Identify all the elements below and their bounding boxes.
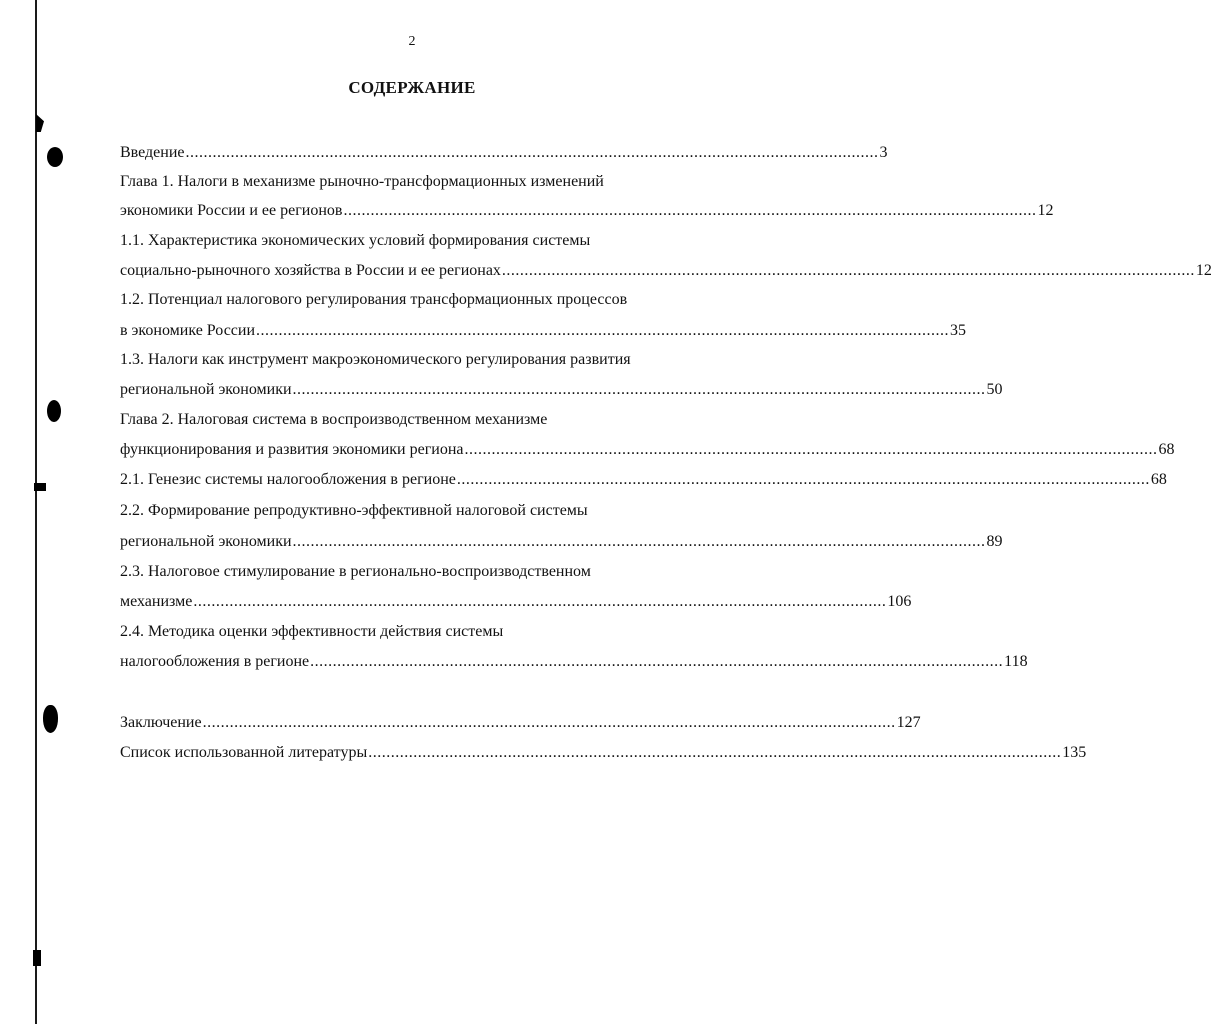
toc-entry-section-1-3-cont[interactable] — [120, 378, 1003, 402]
toc-entry-label: Список использованной литературы — [120, 744, 368, 761]
toc-entry-section-1-1[interactable]: 1.1. Характеристика экономических условий формирования системы — [120, 232, 591, 249]
dot-leader: .......................................................................................................................................................... — [256, 322, 950, 339]
dot-leader: .......................................................................................................................................................... — [202, 714, 896, 731]
dot-leader: .......................................................................................................................................................... — [456, 471, 1150, 488]
dot-leader: .......................................................................................................................................................... — [292, 533, 986, 550]
binding-margin-line — [35, 0, 37, 1024]
dot-leader: .......................................................................................................................................................... — [185, 144, 879, 161]
toc-entry-label: налогообложения в регионе — [120, 653, 310, 670]
toc-entry-label: социально-рыночного хозяйства в России и ее регионах — [120, 262, 501, 279]
toc-page-number: 135 — [1062, 744, 1087, 761]
toc-entry-label: 2.1. Генезис системы налогообложения в регионе — [120, 471, 456, 488]
toc-entry-section-1-2[interactable]: 1.2. Потенциал налогового регулирования трансформационных процессов — [120, 291, 628, 308]
dot-leader: .......................................................................................................................................................... — [310, 653, 1004, 670]
toc-entry-section-1-3[interactable]: 1.3. Налоги как инструмент макроэкономического регулирования развития — [120, 351, 631, 368]
toc-entry-chapter-1[interactable]: Глава 1. Налоги в механизме рыночно-трансформационных изменений — [120, 173, 604, 190]
dot-leader: .......................................................................................................................................................... — [343, 202, 1037, 219]
toc-entry-section-2-2[interactable]: 2.2. Формирование репродуктивно-эффективной налоговой системы — [120, 502, 588, 519]
toc-entry-section-1-1-cont[interactable] — [120, 259, 1212, 283]
toc-page-number: 35 — [950, 322, 967, 339]
toc-entry-label: механизме — [120, 593, 193, 610]
toc-entry-chapter-1-cont[interactable] — [120, 199, 1054, 223]
toc-entry-label: Заключение — [120, 714, 202, 731]
toc-entry-label: в экономике России — [120, 322, 256, 339]
toc-entry-label: экономики России и ее регионов — [120, 202, 343, 219]
toc-entry-section-2-2-cont[interactable] — [120, 530, 1003, 554]
toc-entry-references[interactable] — [120, 741, 1087, 765]
toc-entry-chapter-2-cont[interactable] — [120, 438, 1175, 462]
toc-page-number: 12 — [1037, 202, 1054, 219]
toc-entry-chapter-2[interactable]: Глава 2. Налоговая система в воспроизводственном механизме — [120, 411, 548, 428]
punch-hole — [47, 400, 61, 422]
toc-entry-section-2-3[interactable]: 2.3. Налоговое стимулирование в регионально-воспроизводственном — [120, 563, 591, 580]
dot-leader: .......................................................................................................................................................... — [501, 262, 1195, 279]
punch-hole — [43, 705, 58, 733]
toc-entry-label: региональной экономики — [120, 381, 292, 398]
toc-entry-label: Введение — [120, 144, 185, 161]
toc-entry-section-2-3-cont[interactable] — [120, 590, 912, 614]
page-title: СОДЕРЖАНИЕ — [348, 78, 476, 97]
dot-leader: .......................................................................................................................................................... — [292, 381, 986, 398]
toc-entry-section-1-2-cont[interactable] — [120, 319, 967, 343]
scan-mark — [33, 950, 41, 966]
toc-page-number: 3 — [879, 144, 888, 161]
toc-page-number: 89 — [986, 533, 1003, 550]
scan-mark — [34, 483, 46, 491]
toc-entry-label: региональной экономики — [120, 533, 292, 550]
dot-leader: .......................................................................................................................................................... — [368, 744, 1062, 761]
toc-page-number: 12 — [1195, 262, 1212, 279]
dot-leader: .......................................................................................................................................................... — [464, 441, 1158, 458]
toc-page-number: 118 — [1004, 653, 1028, 670]
dot-leader: .......................................................................................................................................................... — [193, 593, 887, 610]
toc-entry-conclusion[interactable] — [120, 711, 921, 735]
toc-entry-section-2-4-cont[interactable] — [120, 650, 1028, 674]
toc-page-number: 68 — [1158, 441, 1175, 458]
toc-entry-section-2-1[interactable] — [120, 468, 1167, 492]
toc-entry-introduction[interactable] — [120, 141, 888, 165]
page-number: 2 — [408, 34, 416, 49]
toc-entry-section-2-4[interactable]: 2.4. Методика оценки эффективности действия системы — [120, 623, 504, 640]
toc-entry-label: функционирования и развития экономики региона — [120, 441, 464, 458]
toc-page-number: 68 — [1150, 471, 1167, 488]
scan-mark — [36, 114, 44, 132]
toc-page-number: 106 — [887, 593, 912, 610]
punch-hole — [47, 147, 63, 167]
toc-page-number: 50 — [986, 381, 1003, 398]
toc-page-number: 127 — [896, 714, 921, 731]
